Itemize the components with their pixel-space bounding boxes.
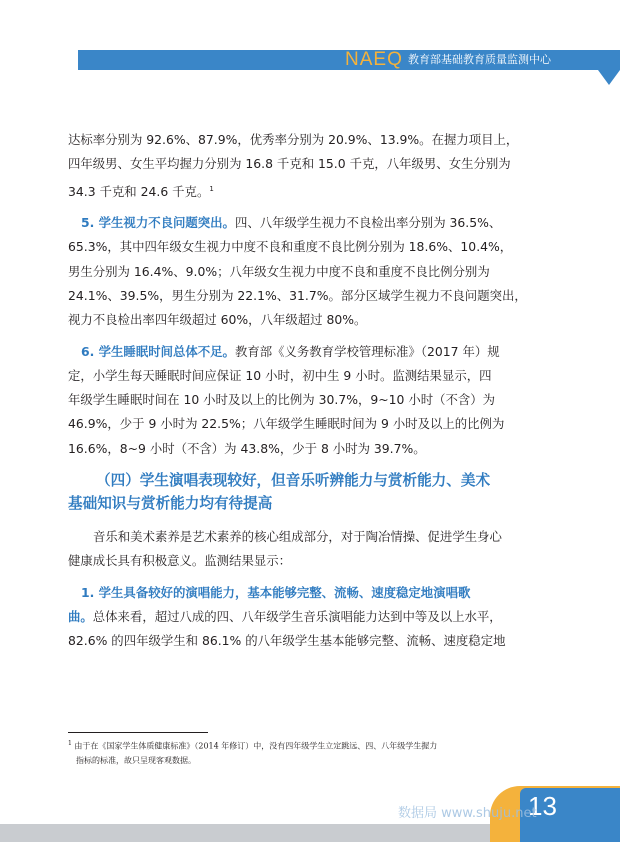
text-line [81,340,552,364]
paragraph-vision-cont [68,235,552,332]
paragraph-lead-singing-end: 曲。 [68,608,93,624]
text-line: 年级学生睡眠时间在 10 小时及以上的比例为 30.7%，9~10 小时（不含）为 [68,392,496,408]
footnote [68,737,558,768]
text-line: 定，小学生每天睡眠时间应保证 10 小时，初中生 9 小时。监测结果显示，四 [68,367,492,383]
paragraph-singing-cont [68,605,552,654]
text-line: 达标率分别为 92.6%、87.9%，优秀率分别为 20.9%、13.9%。在握力项目上， [68,132,519,147]
footnote-line: 指标的标准，故只呈现客观数据。 [76,755,196,765]
text-line: 24.1%、39.5%，男生分别为 22.1%、31.7%。部分区域学生视力不良问题突出， [68,287,527,303]
paragraph-lead-sleep: 6. 学生睡眠时间总体不足。 [81,343,235,359]
text-line-content: 四、八年级学生视力不良检出率分别为 36.5%、 [234,215,502,231]
text-line: 视力不良检出率四年级超过 60%，八年级超过 80%。 [68,312,367,328]
text-line [68,177,552,204]
paragraph-sleep [68,340,552,364]
text-line: 46.9%，少于 9 小时为 22.5%；八年级学生睡眠时间为 9 小时及以上的比例为 [68,416,505,432]
paragraph-fitness-rates [68,128,552,204]
paragraph-vision [68,211,552,235]
page-content [68,128,552,653]
text-line: 16.6%，8~9 小时（不含）为 43.8%，少于 8 小时为 39.7%。 [68,440,426,456]
text-line: 音乐和美术素养是艺术素养的核心组成部分，对于陶冶情操、促进学生身心 [93,528,502,544]
text-line-content: 教育部《义务教育学校管理标准》（2017 年）规 [234,343,500,359]
text-line: 男生分别为 16.4%、9.0%；八年级女生视力中度不良和重度不良比例分别为 [68,263,490,279]
text-line-content: 总体来看，超过八成的四、八年级学生音乐演唱能力达到中等及以上水平， [92,608,502,624]
watermark: 数据局 www.shuju.net [398,806,537,821]
text-line: 65.3%，其中四年级女生视力中度不良和重度不良比例分别为 18.6%、10.4%， [68,239,513,255]
text-line [68,605,552,629]
heading-line: 基础知识与赏析能力均有待提高 [68,494,273,512]
footnote-marker: 1 [68,740,72,747]
heading-line: （四）学生演唱表现较好，但音乐听辨能力与赏析能力、美术 [96,471,491,489]
footnote-divider [68,732,208,733]
paragraph-lead-vision: 5. 学生视力不良问题突出。 [81,215,235,231]
footnote-line [68,737,558,754]
text-line: 82.6% 的四年级学生和 86.1% 的八年级学生基本能够完整、流畅、速度稳定地 [68,633,506,649]
paragraph-lead-singing: 1. 学生具备较好的演唱能力，基本能够完整、流畅、速度稳定地演唱歌 [81,584,471,600]
footnote-reference[interactable]: 1 [209,184,214,193]
naeq-logo: NAEQ [345,49,403,70]
header-triangle-icon [598,70,620,85]
paragraph-arts-intro-cont [68,549,552,573]
text-line-content: 34.3 千克和 24.6 千克。 [68,183,210,199]
text-line: 四年级男、女生平均握力分别为 16.8 千克和 15.0 千克，八年级男、女生分别为 [68,156,511,172]
page-number: 13 [528,791,557,821]
header-org-name: 教育部基础教育质量监测中心 [408,53,551,66]
text-line: 健康成长具有积极意义。监测结果显示： [68,553,292,569]
paragraph-arts-intro [68,525,552,549]
section-heading [68,469,552,492]
text-line [81,211,552,235]
section-heading-cont [68,492,552,515]
paragraph-singing [68,581,552,605]
footnote-text: 由于在《国家学生体质健康标准》（2014 年修订）中，没有四年级学生立定跳远、四、八年级学生握力 [74,741,438,751]
paragraph-sleep-cont [68,364,552,461]
